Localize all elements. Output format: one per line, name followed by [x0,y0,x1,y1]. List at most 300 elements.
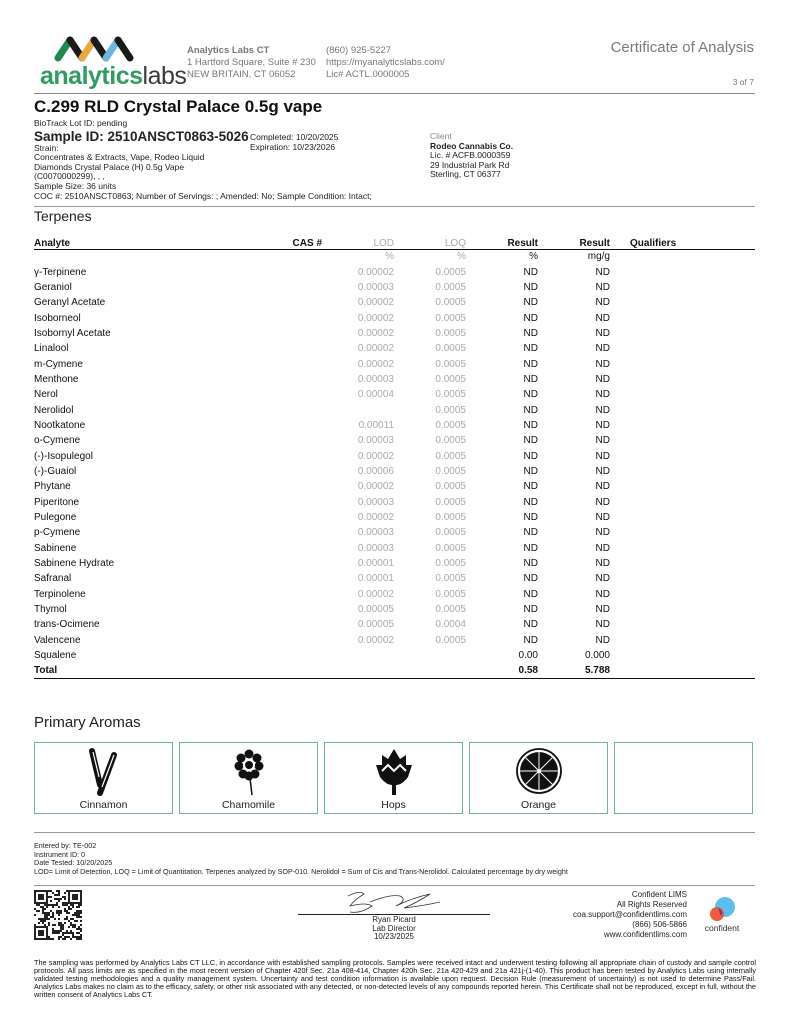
col-header-qualifiers: Qualifiers [610,234,755,249]
sample-info [34,119,394,201]
cas-number [284,556,322,571]
aroma-card-orange [469,742,608,814]
analyte-name: Sabinene [34,542,77,554]
result-mg-per-g: ND [595,558,610,570]
result-mg-per-g: ND [595,281,610,293]
document-title: Certificate of Analysis [610,39,754,56]
loq-value: 0.0005 [435,465,466,477]
table-row [34,633,755,648]
aroma-card-hops [324,742,463,814]
lod-value: 0.00002 [357,634,394,646]
qualifiers [610,464,755,479]
section-divider [34,206,755,207]
client-address-2: Sterling, CT 06377 [430,169,501,180]
qualifiers [610,602,755,617]
cas-number [284,648,322,663]
lod-value: 0.00005 [357,619,394,631]
chamomile-icon [229,747,269,797]
lod-value: 0.00001 [357,558,394,570]
table-row [34,479,755,494]
cas-number [284,602,322,617]
result-mg-per-g: ND [595,312,610,324]
lod-value [322,402,394,417]
lod-value: 0.00003 [357,527,394,539]
total-lod [322,663,394,678]
result-percent: ND [523,373,538,385]
col-header-result-pct: Result [466,234,538,249]
analyte-name: Sabinene Hydrate [34,558,115,570]
aroma-card-chamomile [179,742,318,814]
result-percent: ND [523,604,538,616]
lod-value: 0.00004 [357,389,394,401]
loq-value: 0.0005 [435,512,466,524]
primary-aromas-title: Primary Aromas [34,714,141,731]
lod-value: 0.00002 [357,266,394,278]
cas-number [284,495,322,510]
lod-value: 0.00003 [357,435,394,447]
method-legend: LOD= Limit of Detection, LOQ = Limit of Quantitation. Terpenes analyzed by SOP-010. Nerolidol = Sum of Cis and Trans-Nerolidol. Calculated percentage by dry weight [34,866,568,876]
loq-value: 0.0005 [435,404,466,416]
qualifiers [610,326,755,341]
result-percent: ND [523,573,538,585]
lod-value: 0.00003 [357,373,394,385]
qualifiers [610,541,755,556]
lod-value: 0.00002 [357,481,394,493]
cas-number [284,510,322,525]
result-mg-per-g: ND [595,404,610,416]
result-mg-per-g: ND [595,496,610,508]
table-row [34,617,755,632]
analyte-name: Safranal [34,573,72,585]
signer-title: Lab Director [372,923,416,933]
cas-number [284,310,322,325]
analyte-name: m-Cymene [34,358,83,370]
total-row [34,663,755,678]
result-percent: ND [523,450,538,462]
table-row [34,464,755,479]
qr-code-icon[interactable] [34,890,82,940]
cas-number [284,633,322,648]
lims-email[interactable]: coa.support@confidentlims.com [573,910,687,919]
result-percent: ND [523,281,538,293]
signer-info [298,916,490,942]
analyte-name: Geranyl Acetate [34,297,106,309]
result-mg-per-g: ND [595,327,610,339]
result-mg-per-g: 0.000 [584,650,610,662]
analyte-name: Nootkatone [34,419,86,431]
qualifiers [610,556,755,571]
result-mg-per-g: ND [595,634,610,646]
loq-value: 0.0005 [435,281,466,293]
loq-value: 0.0005 [435,435,466,447]
loq-value: 0.0005 [435,297,466,309]
confident-wordmark: confident [704,923,740,933]
signer-name: Ryan Picard [372,915,416,924]
entered-by: Entered by: TE-002 [34,841,97,850]
loq-value: 0.0005 [435,373,466,385]
result-percent: ND [523,465,538,477]
cas-number [284,264,322,279]
analyte-name: Nerol [34,389,58,401]
lod-value: 0.00002 [357,297,394,309]
analyte-name: Phytane [34,481,71,493]
unit-loq: % [457,251,466,263]
qualifiers [610,341,755,356]
result-percent: ND [523,619,538,631]
qualifiers [610,479,755,494]
client-info [430,132,513,180]
lims-phone: (866) 506-5866 [632,920,687,929]
unit-result-pct: % [529,251,538,263]
unit-result-mg: mg/g [587,251,610,263]
table-row [34,372,755,387]
table-row [34,280,755,295]
lims-name: Confident LIMS [631,890,687,899]
lims-info [573,890,687,940]
table-row [34,387,755,402]
loq-value: 0.0005 [435,588,466,600]
total-label: Total [34,663,284,678]
completed-date: Completed: 10/20/2025 [250,132,339,142]
total-mg-per-g: 5.788 [538,663,610,678]
qualifiers [610,356,755,371]
lab-info [187,45,316,81]
loq-value: 0.0005 [435,604,466,616]
cas-number [284,280,322,295]
cas-number [284,587,322,602]
result-percent: ND [523,343,538,355]
confident-logo [697,895,747,935]
total-loq [394,663,466,678]
loq-value: 0.0005 [435,450,466,462]
cas-number [284,571,322,586]
date-tested: Date Tested: 10/20/2025 [34,858,113,868]
result-percent: ND [523,512,538,524]
analyte-name: Piperitone [34,496,80,508]
terpenes-title: Terpenes [34,208,92,224]
result-percent: ND [523,481,538,493]
lab-address-line-2: NEW BRITAIN, CT 06052 [187,69,296,80]
table-row [34,264,755,279]
qualifiers [610,372,755,387]
signature-icon [300,888,490,916]
result-percent: ND [523,496,538,508]
qualifiers [610,295,755,310]
result-mg-per-g: ND [595,512,610,524]
result-percent: ND [523,358,538,370]
lod-value: 0.00006 [357,465,394,477]
loq-value: 0.0005 [435,358,466,370]
orange-icon [516,747,562,795]
cas-number [284,418,322,433]
lod-value: 0.00002 [357,343,394,355]
qualifiers [610,264,755,279]
analyte-name: γ-Terpinene [34,266,87,278]
loq-value: 0.0005 [435,634,466,646]
lab-url[interactable]: https://myanalyticslabs.com/ [326,57,445,68]
qualifiers [610,571,755,586]
aroma-label: Cinnamon [79,799,128,811]
result-percent: ND [523,404,538,416]
result-mg-per-g: ND [595,358,610,370]
loq-value: 0.0005 [435,527,466,539]
analyte-name: Isoborneol [34,312,81,324]
lab-address-line-1: 1 Hartford Square, Suite # 230 [187,57,316,68]
analyte-name: (-)-Guaiol [34,465,77,477]
col-header-lod: LOD [322,234,394,249]
result-mg-per-g: ND [595,604,610,616]
loq-value: 0.0005 [435,312,466,324]
lod-value: 0.00002 [357,512,394,524]
result-mg-per-g: ND [595,373,610,385]
result-mg-per-g: ND [595,343,610,355]
result-mg-per-g: ND [595,465,610,477]
logo-mark-icon [40,34,140,64]
loq-value: 0.0005 [435,542,466,554]
lod-value: 0.00005 [357,604,394,616]
result-mg-per-g: ND [595,542,610,554]
qualifiers [610,418,755,433]
qualifiers [610,495,755,510]
cas-number [284,356,322,371]
qualifiers [610,587,755,602]
lab-contact [326,45,445,81]
qualifiers [610,433,755,448]
loq-value: 0.0005 [435,389,466,401]
loq-value: 0.0005 [435,327,466,339]
table-row [34,402,755,417]
qualifiers [610,448,755,463]
logo-wordmark [40,62,186,91]
loq-value: 0.0004 [435,619,466,631]
analyte-name: Thymol [34,604,67,616]
table-row [34,310,755,325]
qualifiers [610,617,755,632]
result-mg-per-g: ND [595,297,610,309]
analytics-labs-logo [40,34,187,92]
col-header-result-mg: Result [538,234,610,249]
aroma-cards [34,742,753,814]
coc-line: COC #: 2510ANSCT0863; Number of Servings: ; Amended: No; Sample Condition: Intact; [34,190,372,201]
table-row [34,525,755,540]
analyte-name: Nerolidol [34,404,74,416]
sample-description-1: Concentrates & Extracts, Vape, Rodeo Liquid [34,152,205,163]
qualifiers [610,633,755,648]
qualifiers [610,648,755,663]
table-row [34,648,755,663]
lod-value: 0.00002 [357,312,394,324]
analyte-name: p-Cymene [34,527,81,539]
sample-dates [250,132,338,152]
cas-number [284,448,322,463]
table-row [34,587,755,602]
strain-label: Strain: [34,142,59,153]
sample-description-2: Diamonds Crystal Palace (H) 0.5g Vape [34,161,185,172]
col-header-analyte: Analyte [34,234,284,249]
loq-value: 0.0005 [435,573,466,585]
biotrack-lot-id: BioTrack Lot ID: pending [34,118,128,128]
result-mg-per-g: ND [595,573,610,585]
cas-number [284,372,322,387]
total-qualifiers [610,663,755,678]
analyte-name: Menthone [34,373,79,385]
page-indicator: 3 of 7 [732,77,754,87]
aroma-card-cinnamon [34,742,173,814]
result-percent: ND [523,588,538,600]
lod-value: 0.00011 [358,419,394,431]
table-row [34,602,755,617]
sample-description-3: (C0070000299), , , [34,171,105,182]
col-header-cas: CAS # [284,234,322,249]
lod-value [322,648,394,663]
lab-name: Analytics Labs CT [187,45,270,56]
client-label: Client [430,131,452,141]
cas-number [284,541,322,556]
client-license: Lic. # ACFB.0000359 [430,150,511,161]
cas-number [284,617,322,632]
logo-word-labs: labs [142,62,187,90]
result-percent: ND [523,542,538,554]
table-row [34,418,755,433]
loq-value: 0.0005 [435,558,466,570]
sample-id: Sample ID: 2510ANSCT0863-5026 [34,128,249,144]
qualifiers [610,310,755,325]
table-row [34,356,755,371]
cas-number [284,326,322,341]
lab-phone: (860) 925-5227 [326,45,391,56]
result-percent: ND [523,389,538,401]
qualifiers [610,510,755,525]
qualifiers [610,525,755,540]
analyte-name: Geraniol [34,281,72,293]
analyte-name: Valencene [34,634,81,646]
loq-value: 0.0005 [435,266,466,278]
analyte-name: trans-Ocimene [34,619,100,631]
lod-value: 0.00002 [357,358,394,370]
result-mg-per-g: ND [595,619,610,631]
table-row [34,495,755,510]
notes-divider [34,885,755,886]
lims-rights: All Rights Reserved [616,900,687,909]
col-header-loq: LOQ [394,234,466,249]
loq-value: 0.0005 [435,419,466,431]
result-mg-per-g: ND [595,389,610,401]
lab-license: Lic# ACTL.0000005 [326,69,410,80]
unit-lod: % [385,251,394,263]
table-row [34,448,755,463]
result-percent: ND [523,266,538,278]
loq-value: 0.0005 [435,481,466,493]
cas-number [284,479,322,494]
aroma-card-empty [614,742,753,814]
analyte-name: (-)-Isopulegol [34,450,93,462]
result-percent: 0.00 [518,650,538,662]
signer-date: 10/23/2025 [373,932,415,941]
qualifiers [610,387,755,402]
result-mg-per-g: ND [595,527,610,539]
total-percent: 0.58 [466,663,538,678]
lod-value: 0.00003 [357,281,394,293]
result-mg-per-g: ND [595,450,610,462]
lod-value: 0.00003 [357,496,394,508]
confident-logo-icon [697,895,747,923]
unit-cas [284,249,322,264]
total-cas [284,663,322,678]
sample-size: Sample Size: 36 units [34,180,117,191]
result-mg-per-g: ND [595,419,610,431]
table-row [34,541,755,556]
loq-value: 0.0005 [435,496,466,508]
logo-word-analytics: analytics [40,62,143,90]
unit-qualifiers [610,249,755,264]
aroma-label: Orange [520,799,557,811]
cas-number [284,402,322,417]
table-row [34,556,755,571]
result-percent: ND [523,327,538,339]
result-mg-per-g: ND [595,435,610,447]
disclaimer: The sampling was performed by Analytics Labs CT LLC, in accordance with established sampling protocols. Samples were received intact and underwent testing following all appropriate chain of custody and sample control protocols. All pass limits are as specified in the most recent version of Chapter 420f Sec. 21a 408-414, Chapter 420h Sec. 21a 420-429 and 21a 421j-(1-40). This product has been tested by Analytics Labs using internally validated testing methodologies and a quality management system. Uncertainty and test condition information is available upon request. Decision Rule (measurement of uncertainty) is not used to determine Pass/Fail. Analytics Labs makes no claim as to the efficacy, safety, or other risk associated with any detected, or non-detected levels of any compounds reported herein. This Certificate shall not be reproduced, except in full, without the written consent of Analytics Labs CT. [34,958,756,999]
cas-number [284,433,322,448]
qualifiers [610,402,755,417]
table-row [34,571,755,586]
table-row [34,326,755,341]
analyte-name: Terpinolene [34,588,86,600]
terpenes-table [34,234,755,679]
analyte-name: Isobornyl Acetate [34,327,111,339]
product-title: C.299 RLD Crystal Palace 0.5g vape [34,97,323,116]
header-divider [34,93,755,94]
lims-url[interactable]: www.confidentlims.com [603,930,687,939]
table-row [34,510,755,525]
lod-value: 0.00002 [357,327,394,339]
cas-number [284,295,322,310]
table-row [34,433,755,448]
lod-value: 0.00001 [357,573,394,585]
aromas-divider [34,832,755,833]
table-row [34,295,755,310]
analyte-name: Linalool [34,343,69,355]
table-header-row [34,234,755,249]
qualifiers [610,280,755,295]
cas-number [284,341,322,356]
analyte-name: Squalene [34,650,77,662]
expiration-date: Expiration: 10/23/2026 [250,142,336,152]
loq-value [394,648,466,663]
cas-number [284,525,322,540]
table-row [34,341,755,356]
result-mg-per-g: ND [595,266,610,278]
result-percent: ND [523,527,538,539]
test-notes [34,842,568,876]
client-name: Rodeo Cannabis Co. [430,140,514,151]
aroma-label: Hops [381,799,406,811]
result-percent: ND [523,297,538,309]
result-percent: ND [523,634,538,646]
aroma-label: Chamomile [221,799,276,811]
result-mg-per-g: ND [595,481,610,493]
hops-icon [374,747,414,797]
result-mg-per-g: ND [595,588,610,600]
result-percent: ND [523,435,538,447]
units-row [34,249,755,264]
loq-value: 0.0005 [435,343,466,355]
analyte-name: Pulegone [34,512,77,524]
cinnamon-icon [84,747,124,797]
lod-value: 0.00002 [357,588,394,600]
result-percent: ND [523,558,538,570]
cas-number [284,464,322,479]
cas-number [284,387,322,402]
